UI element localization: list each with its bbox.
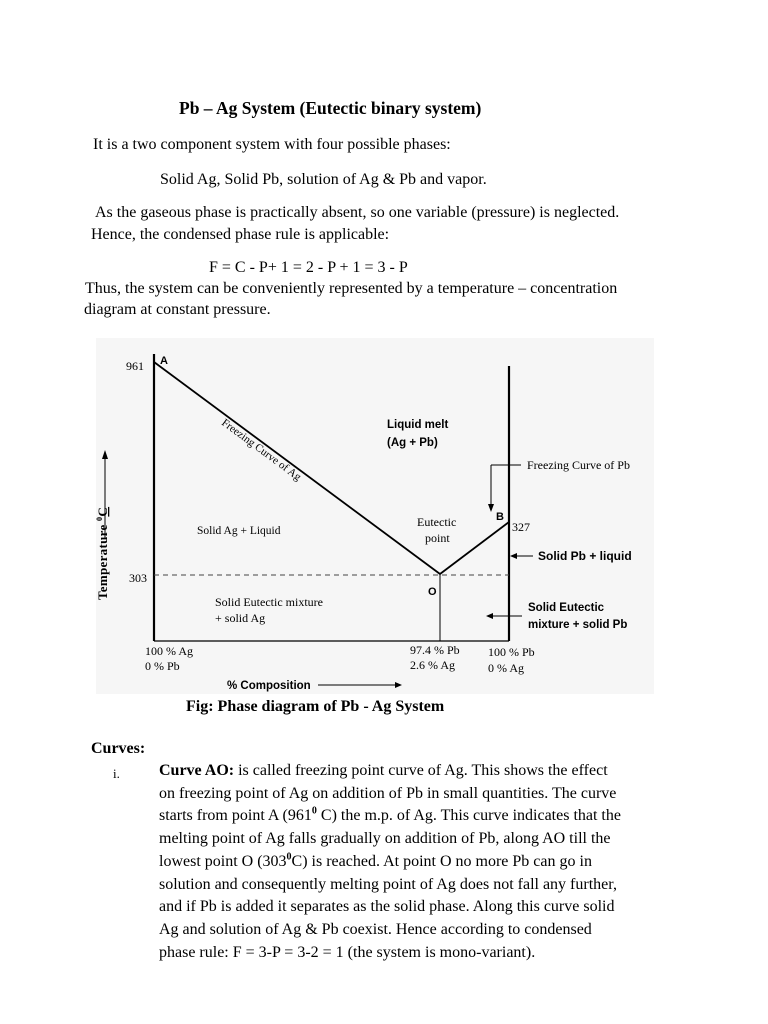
temp-327-label: 327 xyxy=(512,520,530,534)
x-axis-label: % Composition xyxy=(227,680,311,692)
freezing-pb-arrowhead xyxy=(488,504,494,512)
y-tick-961: 961 xyxy=(126,359,144,373)
right-composition-1: 100 % Pb xyxy=(488,645,535,659)
x-axis-arrowhead xyxy=(395,682,402,688)
list-marker: i. xyxy=(113,766,120,781)
y-axis-label-degree: 0 xyxy=(95,516,104,521)
left-composition-1: 100 % Ag xyxy=(145,644,193,658)
solid-eutectic-pb-label-2: mixture + solid Pb xyxy=(528,619,628,631)
paragraph-line xyxy=(159,851,679,874)
left-composition-2: 0 % Pb xyxy=(145,659,180,673)
liquid-melt-label-1: Liquid melt xyxy=(387,419,449,431)
paragraph-line: phase rule: F = 3-P = 3-2 = 1 (the system is mono-variant). xyxy=(159,943,536,961)
eutectic-point-label-2: point xyxy=(425,531,450,545)
paragraph-line xyxy=(159,805,679,828)
paragraph-line: on freezing point of Ag on addition of Pb in small quantities. The curve xyxy=(159,784,617,802)
eutectic-point-label-1: Eutectic xyxy=(417,515,457,529)
solid-eutectic-ag-label-2: + solid Ag xyxy=(215,611,266,625)
solid-pb-liquid-arrowhead xyxy=(510,553,517,559)
solid-eutectic-pb-label-1: Solid Eutectic xyxy=(528,602,605,614)
point-b-label: B xyxy=(496,511,504,523)
eutectic-composition-2: 2.6 % Ag xyxy=(410,658,455,672)
gas-text-line2: Hence, the condensed phase rule is applicable: xyxy=(91,226,390,243)
freezing-curve-pb-label: Freezing Curve of Pb xyxy=(527,458,630,472)
page-title: Pb – Ag System (Eutectic binary system) xyxy=(179,98,482,118)
liquid-melt-label-2: (Ag + Pb) xyxy=(387,437,438,449)
paragraph-line: Ag and solution of Ag & Pb coexist. Hence according to condensed xyxy=(159,920,592,938)
figure-caption: Fig: Phase diagram of Pb - Ag System xyxy=(186,698,445,715)
y-tick-303: 303 xyxy=(129,571,147,585)
paragraph-text: starts from point A (961 xyxy=(159,807,312,825)
curve-ao-label: Curve AO: xyxy=(159,762,235,779)
eutectic-composition-1: 97.4 % Pb xyxy=(410,643,460,657)
paragraph-text: C) is reached. At point O no more Pb can go in xyxy=(291,852,592,870)
thus-text-line1: Thus, the system can be conveniently represented by a temperature – concentration xyxy=(85,280,618,297)
solid-ag-liquid-label: Solid Ag + Liquid xyxy=(197,525,281,537)
curve-ao-paragraph xyxy=(159,760,679,964)
y-axis-arrowhead xyxy=(102,450,108,459)
phases-text: Solid Ag, Solid Pb, solution of Ag & Pb and vapor. xyxy=(160,171,487,188)
paragraph-line: and if Pb is added it separates as the solid phase. Along this curve solid xyxy=(159,898,615,916)
paragraph-text: lowest point O (303 xyxy=(159,852,287,870)
solid-eutectic-pb-arrowhead xyxy=(486,613,493,619)
gas-text-line1: As the gaseous phase is practically absent, so one variable (pressure) is neglected. xyxy=(95,204,620,221)
right-composition-2: 0 % Ag xyxy=(488,661,524,675)
paragraph-line xyxy=(159,760,679,783)
paragraph-text: C) the m.p. of Ag. This curve indicates that the xyxy=(316,807,621,825)
degree-mark: 0 xyxy=(311,806,317,818)
point-a-label: A xyxy=(160,355,168,367)
y-axis-label-unit: C xyxy=(95,506,110,517)
freezing-curve-ag-label: Freezing Curve of Ag xyxy=(219,416,304,484)
point-o-label: O xyxy=(428,586,437,598)
phase-rule-equation: F = C - P+ 1 = 2 - P + 1 = 3 - P xyxy=(209,259,408,276)
paragraph-line: solution and consequently melting point of Ag does not fall any further, xyxy=(159,875,617,893)
curves-heading: Curves: xyxy=(91,740,146,757)
curve-bo-line xyxy=(440,522,509,574)
phase-diagram xyxy=(96,338,654,694)
degree-mark: 0 xyxy=(286,851,292,863)
y-axis-label xyxy=(95,507,110,600)
intro-text: It is a two component system with four possible phases: xyxy=(93,136,451,153)
solid-eutectic-ag-label-1: Solid Eutectic mixture xyxy=(215,595,323,609)
paragraph-text: is called freezing point curve of Ag. This shows the effect xyxy=(234,762,608,779)
paragraph-line: melting point of Ag falls gradually on addition of Pb, along AO till the xyxy=(159,830,611,848)
thus-text-line2: diagram at constant pressure. xyxy=(84,301,271,318)
solid-pb-liquid-label: Solid Pb + liquid xyxy=(538,549,632,563)
y-axis-label-prefix: Temperature xyxy=(95,520,110,600)
